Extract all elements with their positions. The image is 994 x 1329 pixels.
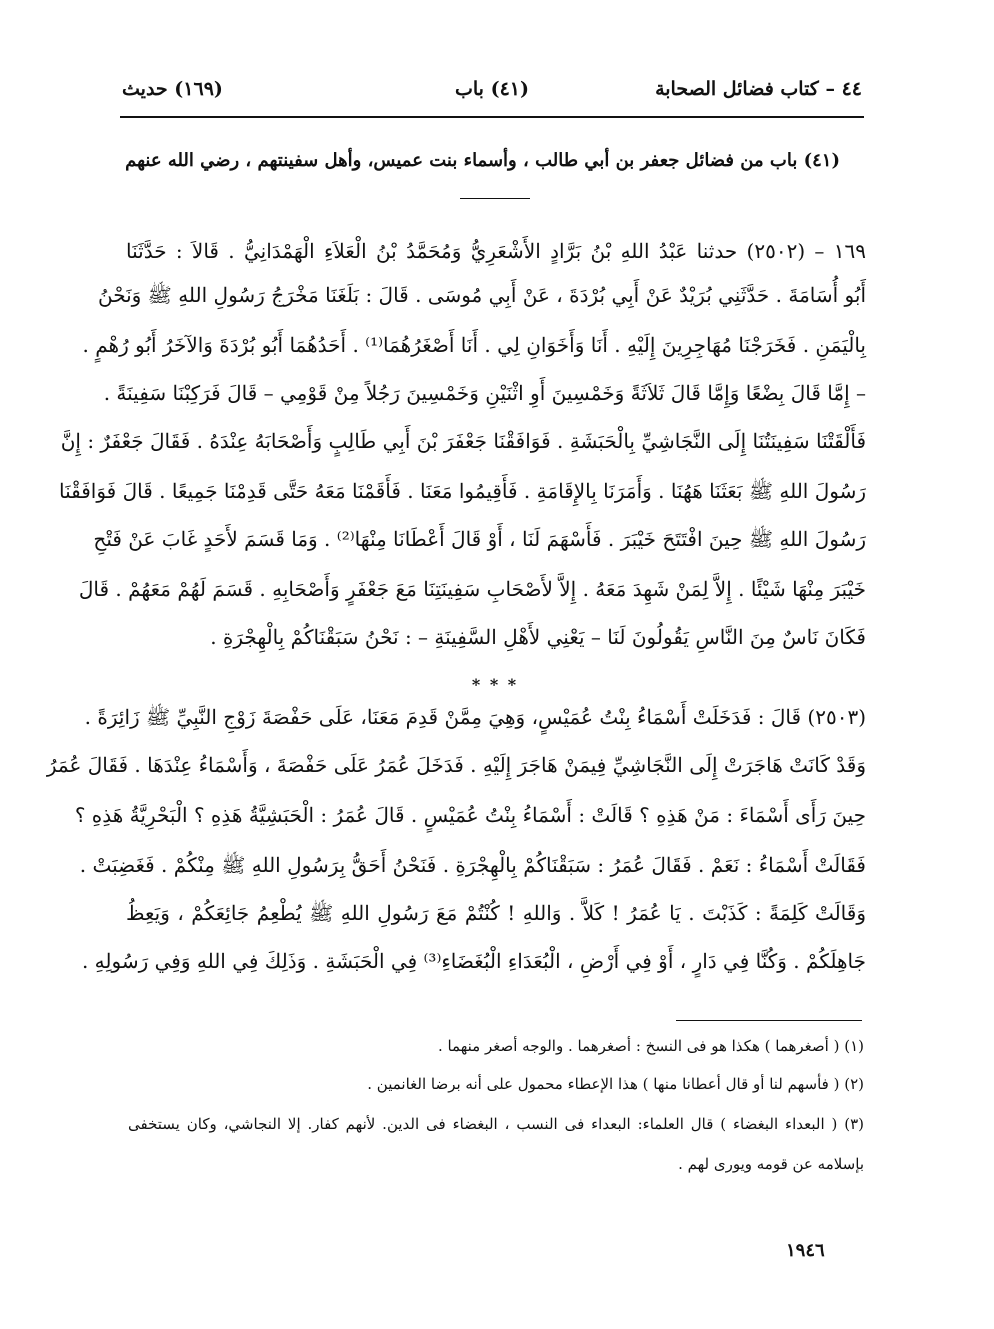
header-rule bbox=[120, 116, 864, 118]
text-line: رَسُولَ اللهِ ﷺ حِينَ افْتَتَحَ خَيْبَرَ . فَأَسْهَمَ لَنَا ، أَوْ قَالَ أَعْطَانَا مِنْهَا⁽²⁾ . وَمَا قَسَمَ لأَحَدٍ غَابَ عَنْ فَتْحِ bbox=[93, 527, 866, 551]
footnote: (٣) ( البعداء البغضاء ) قال العلماء: البعداء فى النسب ، البغضاء فى الدين. لأنهم كفار. إلا النجاشي، وكان يستخفى bbox=[128, 1115, 864, 1133]
chapter-label: (٤١) باب bbox=[455, 78, 529, 100]
section-separator: * * * bbox=[471, 675, 519, 694]
text-line: أَبُو أُسَامَةَ . حَدَّثَنِي بُرَيْدٌ عَنْ أَبِي بُرْدَةَ ، عَنْ أَبِي مُوسَى . قَالَ : بَلَغَنَا مَخْرَجُ رَسُولِ اللهِ ﷺ وَنَحْنُ bbox=[97, 283, 866, 307]
text-line: بِالْيَمَنِ . فَخَرَجْنَا مُهَاجِرِينَ إِلَيْهِ . أَنَا وَأَخَوَانِ لِي . أَنَا أَصْغَرُهُمَا⁽¹⁾ . أَحَدُهُمَا أَبُو بُرْدَةَ وَالآخَرُ أَبُو رُهْمٍ . bbox=[82, 333, 866, 357]
text-line: فَكَانَ نَاسٌ مِنَ النَّاسِ يَقُولُونَ لَنَا – يَعْنِي لأَهْلِ السَّفِينَةِ – : نَحْنُ سَبَقْنَاكُمْ بِالْهِجْرَةِ . bbox=[210, 625, 866, 649]
text-line: ١٦٩ – (٢٥٠٢) حدثنا عَبْدُ اللهِ بْنُ بَرَّادٍ الأَشْعَرِيُّ وَمُحَمَّدُ بْنُ الْعَلاَءِ الْهَمْدَانِيُّ . قَالاَ : حَدَّثَنَا bbox=[126, 239, 866, 263]
text-line: فَقَالَتْ أَسْمَاءُ : نَعَمْ . فَقَالَ عُمَرُ : سَبَقْنَاكُمْ بِالْهِجْرَةِ . فَنَحْنُ أَحَقُّ بِرَسُولِ اللهِ ﷺ مِنْكُمْ . فَغَضِبَتْ . bbox=[79, 853, 866, 877]
title-rule bbox=[460, 198, 530, 199]
book-title: ٤٤ – كتاب فضائل الصحابة bbox=[655, 78, 862, 100]
chapter-title: (٤١) باب من فضائل جعفر بن أبي طالب ، وأسماء بنت عميس، وأهل سفينتهم ، رضي الله عنهم bbox=[125, 150, 840, 171]
text-line: جَاهِلَكُمْ . وَكُنَّا فِي دَارٍ ، أَوْ فِي أَرْضِ ، الْبُعَدَاءِ الْبُغَضَاءِ⁽³⁾ فِي الْحَبَشَةِ . وَذَلِكَ فِي اللهِ وَفِي رَسُولِهِ . bbox=[81, 949, 866, 973]
footnote: (١) ( أصغرهما ) هكذا هو فى النسخ : أصغرهما . والوجه أصغر منهما . bbox=[437, 1037, 864, 1055]
footnote: بإسلامه عن قومه ويورى لهم . bbox=[678, 1155, 864, 1173]
text-line: (٢٥٠٣) قَالَ : فَدَخَلَتْ أَسْمَاءُ بِنْتُ عُمَيْسٍ، وَهِيَ مِمَّنْ قَدِمَ مَعَنَا، عَلَى حَفْصَةَ زَوْجِ النَّبِيِّ ﷺ زَائِرَةً . bbox=[84, 705, 866, 729]
footnote-rule bbox=[676, 1020, 862, 1021]
text-line: وَقَدْ كَانَتْ هَاجَرَتْ إِلَى النَّجَاشِيِّ فِيمَنْ هَاجَرَ إِلَيْهِ . فَدَخَلَ عُمَرُ عَلَى حَفْصَةَ ، وَأَسْمَاءُ عِنْدَهَا . فَقَالَ عُمَرُ bbox=[46, 753, 866, 777]
text-line: رَسُولَ اللهِ ﷺ بَعَثَنَا هَهُنَا . وَأَمَرَنَا بِالإِقَامَةِ . فَأَقِيمُوا مَعَنَا . فَأَقَمْنَا مَعَهُ حَتَّى قَدِمْنَا جَمِيعًا . قَالَ فَوَافَقْنَا bbox=[58, 479, 866, 503]
footnote: (٢) ( فأسهم لنا أو قال أعطانا منها ) هذا الإعطاء محمول على أنه برضا الغانمين . bbox=[367, 1075, 864, 1093]
running-header bbox=[122, 78, 862, 112]
page-number: ١٩٤٦ bbox=[786, 1240, 825, 1261]
text-line: فَأَلْقَتْنَا سَفِينَتُنَا إِلَى النَّجَاشِيِّ بِالْحَبَشَةِ . فَوَافَقْنَا جَعْفَرَ بْنَ أَبِي طَالِبٍ وَأَصْحَابَهُ عِنْدَهُ . فَقَالَ جَعْفَرٌ : إِنَّ bbox=[60, 429, 866, 453]
text-line: – إِمَّا قَالَ بِضْعًا وَإِمَّا قَالَ ثَلاَثَةً وَخَمْسِينَ أَوِ اثْنَيْنِ وَخَمْسِينَ رَجُلاً مِنْ قَوْمِي – قَالَ فَرَكِبْنَا سَفِينَةً . bbox=[103, 381, 866, 405]
text-line: حِينَ رَأَى أَسْمَاءَ : مَنْ هَذِهِ ؟ قَالَتْ : أَسْمَاءُ بِنْتُ عُمَيْسٍ . قَالَ عُمَرُ : الْحَبَشِيَّةُ هَذِهِ ؟ الْبَحْرِيَّةُ هَذِهِ ؟ bbox=[74, 803, 866, 827]
text-line: خَيْبَرَ مِنْهَا شَيْئًا . إِلاَّ لِمَنْ شَهِدَ مَعَهُ . إِلاَّ لأَصْحَابِ سَفِينَتِنَا مَعَ جَعْفَرٍ وَأَصْحَابِهِ . قَسَمَ لَهُمْ مَعَهُمْ . قَالَ bbox=[78, 577, 866, 601]
hadith-label: (١٦٩) حديث bbox=[122, 78, 223, 100]
text-line: وَقَالَتْ كَلِمَةً : كَذَبْتَ . يَا عُمَرُ ! كَلاَّ . وَاللهِ ! كُنْتُمْ مَعَ رَسُولِ اللهِ ﷺ يُطْعِمُ جَائِعَكُمْ ، وَيَعِظُ bbox=[126, 901, 866, 925]
